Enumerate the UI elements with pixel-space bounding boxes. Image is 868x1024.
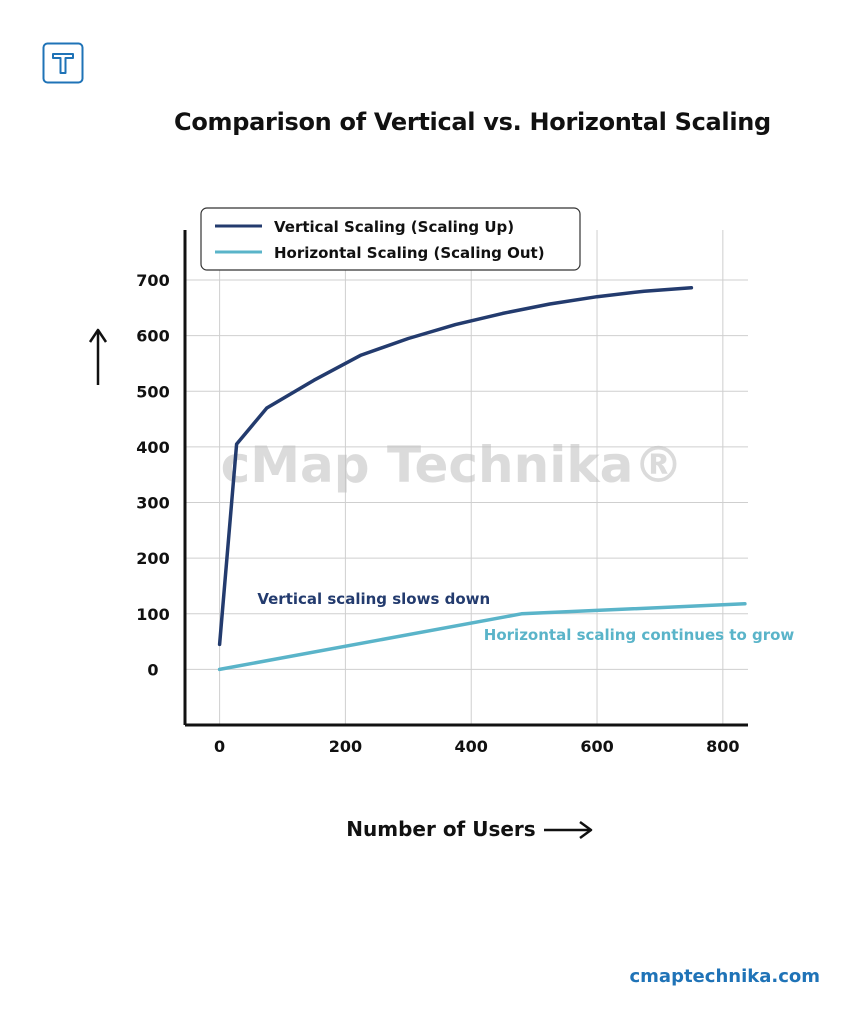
annotation-1: Vertical scaling slows down bbox=[257, 589, 491, 608]
x-axis-title: Number of Users bbox=[346, 817, 536, 841]
x-tick-label-800: 800 bbox=[706, 737, 740, 756]
chart-title: Comparison of Vertical vs. Horizontal Scaling bbox=[174, 108, 771, 136]
x-tick-label-0: 0 bbox=[214, 737, 226, 756]
y-tick-label-700: 700 bbox=[136, 271, 170, 291]
y-tick-label-600: 600 bbox=[136, 326, 170, 346]
annotation-2: Horizontal scaling continues to grow bbox=[483, 625, 795, 644]
y-tick-label-100: 100 bbox=[136, 604, 170, 624]
x-tick-label-600: 600 bbox=[580, 737, 614, 756]
x-tick-label-200: 200 bbox=[328, 737, 363, 756]
y-tick-label-500: 500 bbox=[136, 382, 170, 402]
x-tick-label-400: 400 bbox=[454, 737, 488, 756]
legend-label-1: Vertical Scaling (Scaling Up) bbox=[274, 218, 515, 236]
watermark: cMap Technika® bbox=[220, 436, 684, 494]
legend-label-2: Horizontal Scaling (Scaling Out) bbox=[274, 244, 545, 262]
website-link[interactable]: cmaptechnika.com bbox=[629, 966, 820, 987]
y-tick-label-400: 400 bbox=[136, 437, 170, 457]
y-tick-label-300: 300 bbox=[136, 493, 170, 513]
y-tick-label-0: 0 bbox=[147, 660, 159, 680]
y-tick-label-200: 200 bbox=[136, 549, 170, 569]
